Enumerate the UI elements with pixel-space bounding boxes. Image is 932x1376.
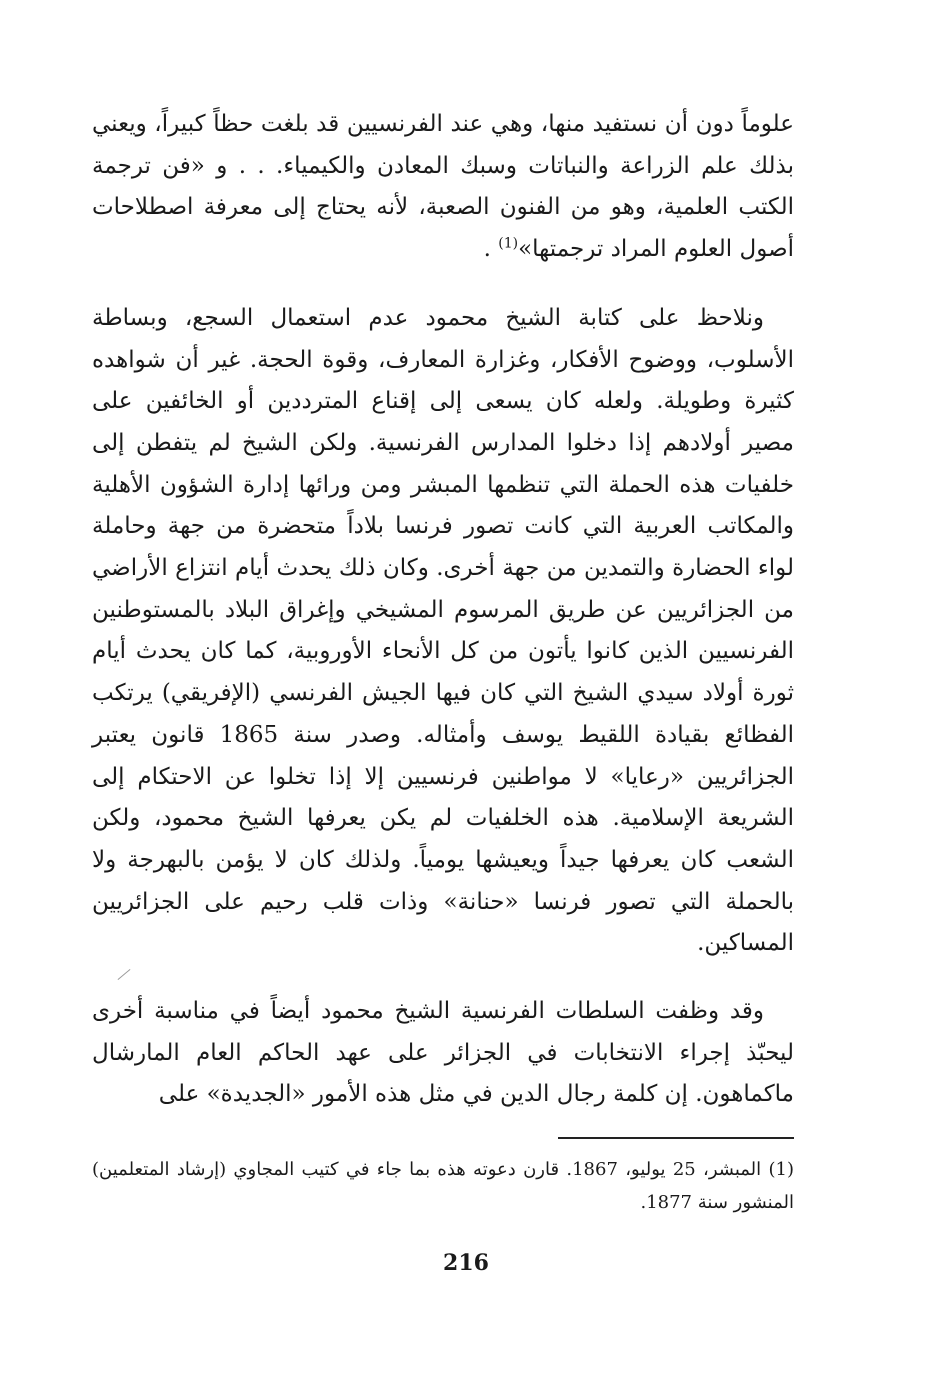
footnote-marker: (1) xyxy=(768,1159,794,1180)
paragraph-1-end: . xyxy=(483,236,499,263)
paragraph-1-text: علوماً دون أن نستفيد منها، وهي عند الفرنسيين قد بلغت حظاً كبيراً، ويعني بذلك علم الزراعة والنباتات وسبك المعادن والكيمياء. . . و «فن ترجمة الكتب العلمية، وهو من الفنون الصعبة، لأنه يحتاج إلى معرفة اصطلاحات أصول العلوم المراد ترجمتها» xyxy=(92,111,794,263)
paragraph-2: ونلاحظ على كتابة الشيخ محمود عدم استعمال السجع، وبساطة الأسلوب، ووضوح الأفكار، وغزارة المعارف، وقوة الحجة. غير أن شواهده كثيرة وطويلة. ولعله كان يسعى إلى إقناع المترددين أو الخائفين على مصير أولادهم إذا دخلوا المدارس الفرنسية. ولكن الشيخ لم يتفطن إلى خلفيات هذه الحملة التي تنظمها المبشر ومن ورائها إدارة الشؤون الأهلية والمكاتب العربية التي كانت تصور فرنسا بلاداً متحضرة من جهة وحاملة لواء الحضارة والتمدين من جهة أخرى. وكان ذلك يحدث أيام انتزاع الأراضي من الجزائريين عن طريق المرسوم المشيخي وإغراق البلاد بالمستوطنين الفرنسيين الذين كانوا يأتون من كل الأنحاء الأوروبية، كما كان يحدث أيام ثورة أولاد سيدي الشيخ التي كان فيها الجيش الفرنسي (الإفريقي) يرتكب الفظائع بقيادة اللقيط يوسف وأمثاله. وصدر سنة 1865 قانون يعتبر الجزائريين «رعايا» لا مواطنين فرنسيين إلا إذا تخلوا عن الاحتكام إلى الشريعة الإسلامية. هذه الخلفيات لم يكن يعرفها الشيخ محمود، ولكن الشعب كان يعرفها جيداً ويعيشها يومياً. ولذلك كان لا يؤمن بالبهرجة ولا بالحملة التي تصور فرنسا «حنانة» وذات قلب رحيم على الجزائريين المساكين. xyxy=(92,304,794,957)
page-body xyxy=(92,104,794,1116)
page-number: 216 xyxy=(443,1250,489,1276)
footnote-text: المبشر، 25 يوليو، 1867. قارن دعوته هذه بما جاء في كتيب المجاوي (إرشاد المتعلمين) المنشور سنة 1877. xyxy=(92,1159,794,1213)
paragraph-1 xyxy=(92,104,794,271)
footnote-separator xyxy=(558,1137,794,1139)
footnote xyxy=(92,1153,794,1219)
footnote-reference: (1) xyxy=(498,235,519,252)
paragraph-3: وقد وظفت السلطات الفرنسية الشيخ محمود أيضاً في مناسبة أخرى ليحبّذ إجراء الانتخابات في الجزائر على عهد الحاكم العام المارشال ماكماهون. إن كلمة رجال الدين في مثل هذه الأمور «الجديدة» على xyxy=(92,998,794,1108)
